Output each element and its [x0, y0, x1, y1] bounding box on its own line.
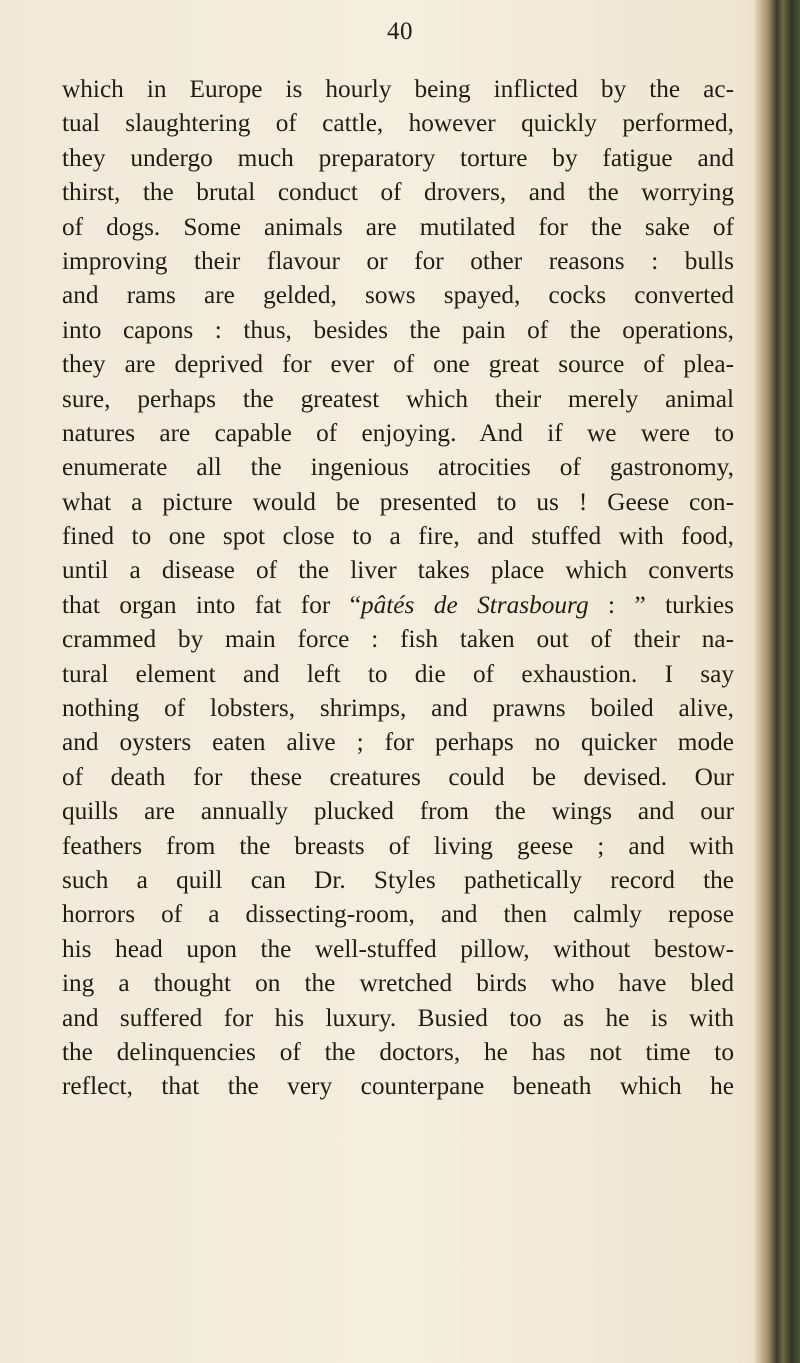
text-segment: tual slaughtering of cattle, however quickly performed,: [62, 109, 734, 138]
text-line-24: [62, 863, 734, 897]
text-segment: fined to one spot close to a fire, and stuffed with food,: [62, 522, 734, 551]
text-segment: and suffered for his luxury. Busied too as he is with: [62, 1003, 734, 1032]
text-segment: until a disease of the liver takes place which converts: [62, 556, 734, 585]
text-segment: improving their flavour or for other reasons : bulls: [62, 246, 734, 275]
text-segment: natures are capable of enjoying. And if we were to: [62, 418, 734, 447]
text-line-3: [62, 141, 734, 175]
text-line-14: [62, 519, 734, 553]
text-line-8: [62, 313, 734, 347]
text-segment: sure, perhaps the greatest which their merely animal: [62, 384, 734, 413]
text-line-20: [62, 725, 734, 759]
text-segment: nothing of lobsters, shrimps, and prawns boiled alive,: [62, 694, 734, 723]
text-segment: his head upon the well-stuffed pillow, without bestow-: [62, 934, 734, 963]
text-line-1: [62, 72, 734, 106]
body-text: [62, 72, 734, 1104]
text-line-2: [62, 106, 734, 140]
text-line-11: [62, 416, 734, 450]
text-segment: feathers from the breasts of living geese ; and with: [62, 831, 734, 860]
text-segment: ing a thought on the wretched birds who have bled: [62, 969, 734, 998]
text-line-22: [62, 794, 734, 828]
text-line-15: [62, 553, 734, 587]
text-line-25: [62, 897, 734, 931]
page-number: 40: [387, 18, 413, 45]
text-line-4: [62, 175, 734, 209]
text-line-9: [62, 347, 734, 381]
text-segment: and oysters eaten alive ; for perhaps no quicker mode: [62, 728, 734, 757]
text-line-10: [62, 382, 734, 416]
text-line-18: [62, 657, 734, 691]
text-line-30: [62, 1069, 734, 1103]
text-segment: horrors of a dissecting-room, and then calmly repose: [62, 900, 734, 929]
text-line-16: [62, 588, 734, 622]
text-segment: quills are annually plucked from the wings and our: [62, 797, 734, 826]
text-line-12: [62, 450, 734, 484]
text-segment: that organ into fat for “: [62, 590, 361, 619]
text-segment: thirst, the brutal conduct of drovers, and the worrying: [62, 178, 734, 207]
text-line-7: [62, 278, 734, 312]
text-line-23: [62, 829, 734, 863]
text-line-28: [62, 1001, 734, 1035]
text-segment: what a picture would be presented to us ! Geese con-: [62, 487, 734, 516]
text-line-27: [62, 966, 734, 1000]
text-segment: into capons : thus, besides the pain of the operations,: [62, 315, 734, 344]
text-line-26: [62, 932, 734, 966]
text-segment: such a quill can Dr. Styles pathetically record the: [62, 865, 734, 894]
text-segment: they are deprived for ever of one great source of plea-: [62, 350, 734, 379]
text-segment: which in Europe is hourly being inflicted by the ac-: [62, 75, 734, 103]
text-segment: the delinquencies of the doctors, he has not time to: [62, 1037, 734, 1066]
text-segment: of death for these creatures could be devised. Our: [62, 762, 734, 791]
text-segment: and rams are gelded, sows spayed, cocks converted: [62, 281, 734, 310]
text-segment: they undergo much preparatory torture by fatigue and: [62, 143, 734, 172]
text-line-13: [62, 485, 734, 519]
text-line-19: [62, 691, 734, 725]
text-segment: enumerate all the ingenious atrocities of gastronomy,: [62, 453, 734, 482]
text-segment: tural element and left to die of exhaustion. I say: [62, 659, 734, 688]
text-line-21: [62, 760, 734, 794]
text-line-29: [62, 1035, 734, 1069]
text-line-17: [62, 622, 734, 656]
text-segment: of dogs. Some animals are mutilated for the sake of: [62, 212, 734, 241]
text-segment: reflect, that the very counterpane beneath which he: [62, 1072, 734, 1101]
text-segment: crammed by main force : fish taken out of their na-: [62, 625, 734, 654]
text-line-5: [62, 210, 734, 244]
book-binding-edge: [758, 0, 800, 1363]
text-segment: : ” turkies: [588, 590, 734, 619]
italic-phrase: pâtés de Strasbourg: [360, 590, 589, 619]
text-line-6: [62, 244, 734, 278]
